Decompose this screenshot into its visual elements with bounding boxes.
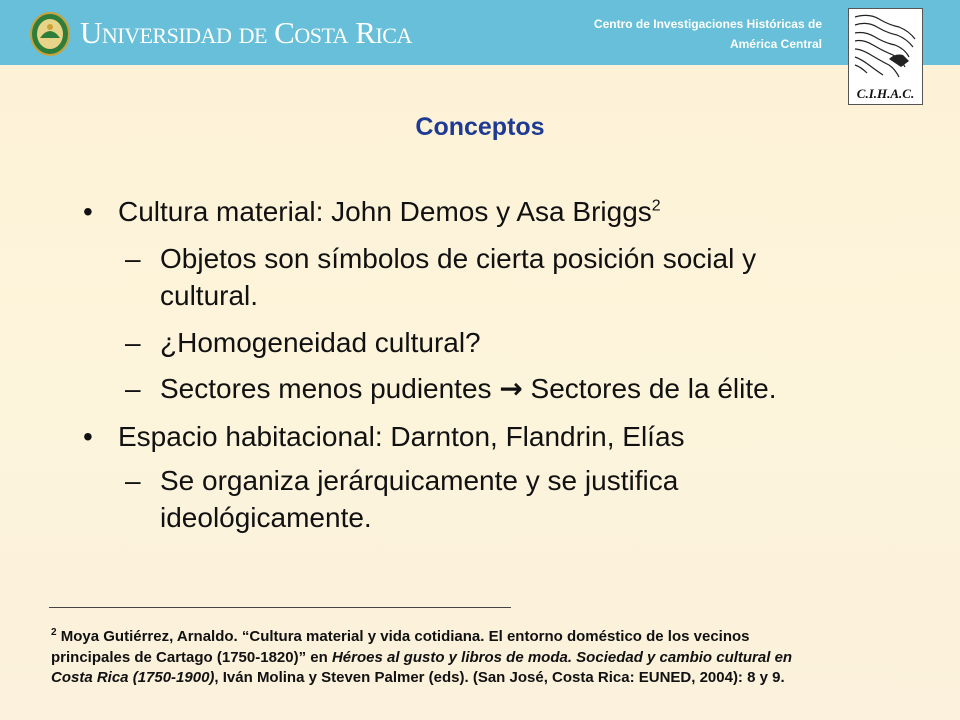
footnote-text-2: , Iván Molina y Steven Palmer (eds). (San José, Costa Rica: EUNED, 2004): 8 y 9. [214, 669, 785, 687]
sub-bullet-text: ¿Homogeneidad cultural? [160, 327, 481, 358]
bullet-text: Cultura material: John Demos y Asa Briggs [118, 196, 652, 227]
footnote [51, 627, 821, 689]
footnote-divider [49, 607, 511, 608]
dash-mark: – [125, 373, 141, 404]
sub-bullet-item [125, 462, 850, 536]
bullet-mark: • [83, 196, 93, 227]
right-arrow-icon: → [499, 372, 523, 405]
sub-bullet-text-line-2: cultural. [160, 280, 259, 311]
slide-title: Conceptos [415, 113, 545, 141]
research-center-line-1: Centro de Investigaciones Históricas de [593, 17, 822, 31]
sub-bullet-text-after: Sectores de la élite. [522, 373, 777, 404]
bullet-text: Espacio habitacional: Darnton, Flandrin, Elías [118, 421, 685, 452]
university-seal-icon [30, 12, 70, 56]
cihac-label: C.I.H.A.C. [856, 86, 915, 101]
footnote-text-1: Moya Gutiérrez, Arnaldo. “Cultura material y vida cotidiana. El entorno doméstico de los vecinos principales de Cartago (1750-1820)” en [51, 628, 750, 666]
footnote-ref: 2 [651, 197, 661, 215]
central-america-map-icon [849, 9, 922, 89]
research-center-line-2: América Central [729, 37, 822, 51]
sub-bullet-text-line-1: Objetos son símbolos de cierta posición social y [160, 243, 757, 274]
university-name: Universidad de Costa Rica [80, 15, 412, 50]
sub-bullet-text-line-2: ideológicamente. [160, 502, 372, 533]
cihac-logo [848, 8, 923, 105]
footnote-number: 2 [51, 627, 57, 638]
sub-bullet-item [125, 240, 850, 314]
sub-bullet-text-before: Sectores menos pudientes [160, 373, 500, 404]
footnote-book-title: Héroes al gusto y libros de moda. Sociedad y cambio cultural en Costa Rica (1750-1900) [51, 648, 793, 687]
bullet-item [83, 193, 661, 230]
dash-mark: – [125, 327, 141, 358]
header-band [0, 0, 960, 65]
dash-mark: – [125, 465, 141, 496]
bullet-item [83, 418, 685, 455]
sub-bullet-text-line-1: Se organiza jerárquicamente y se justifica [160, 465, 679, 496]
research-center-name [560, 14, 822, 54]
sub-bullet-item [125, 324, 481, 361]
dash-mark: – [125, 243, 141, 274]
bullet-mark: • [83, 421, 93, 452]
sub-bullet-item [125, 370, 777, 407]
